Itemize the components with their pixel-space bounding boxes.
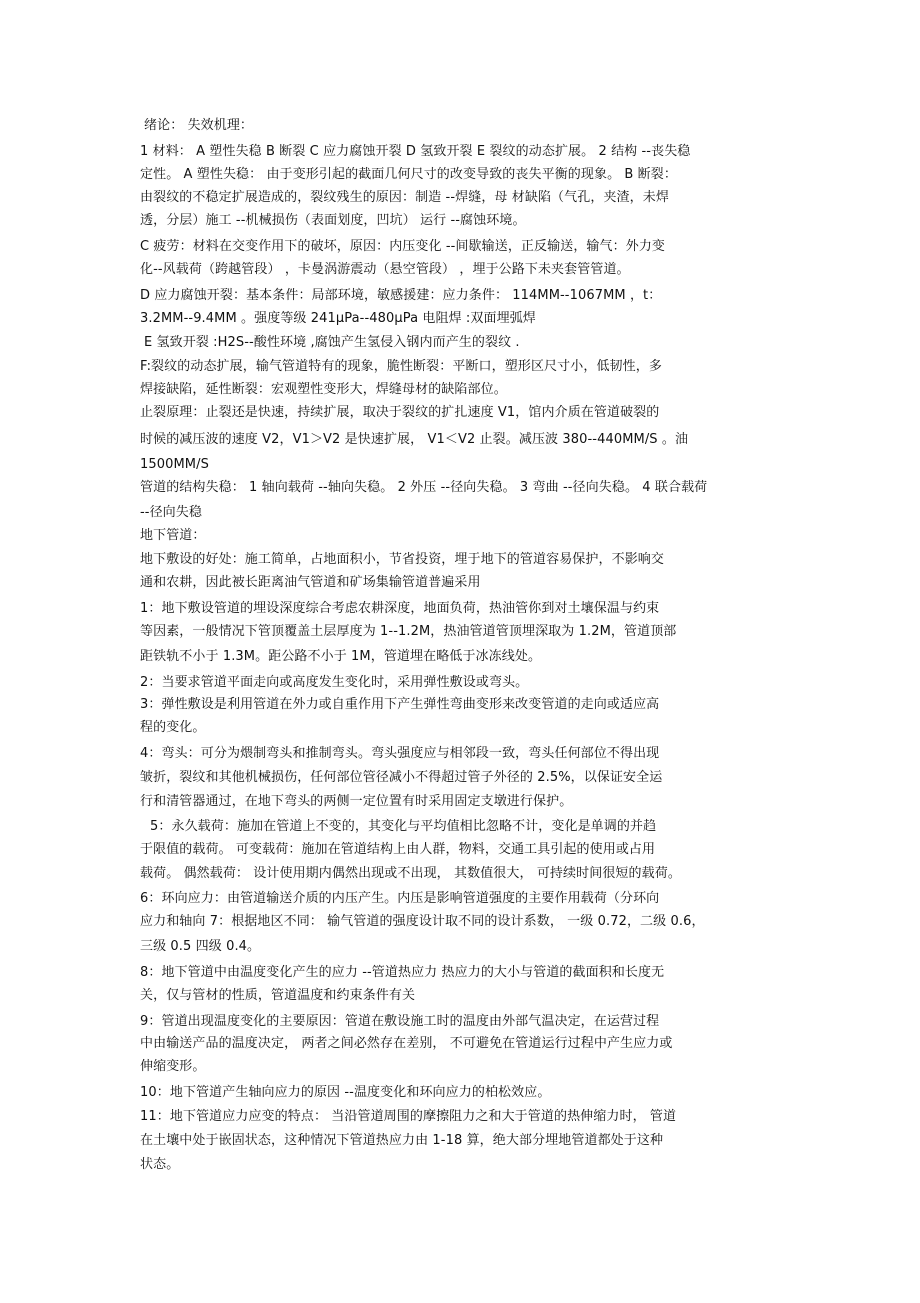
text-line: 化--风载荷（跨越管段） ，卡曼涡游震动（悬空管段） ，埋于公路下未夹套管管道。 — [140, 262, 630, 277]
text-line: 1 材料： A 塑性失稳 B 断裂 C 应力腐蚀开裂 D 氢致开裂 E 裂纹的动态扩展。 2 结构 --丧失稳 — [140, 144, 691, 159]
text-line: 时候的减压波的速度 V2，V1＞V2 是快速扩展， V1＜V2 止裂。减压波 380--440MM/S 。油 — [140, 432, 689, 447]
text-line: 等因素，一般情况下管顶覆盖土层厚度为 1--1.2M，热油管道管顶埋深取为 1.2M，管道顶部 — [140, 624, 677, 639]
text-line: 距铁轨不小于 1.3M。距公路不小于 1M，管道埋在略低于冰冻线处。 — [140, 649, 542, 664]
text-line: 由裂纹的不稳定扩展造成的，裂纹残生的原因：制造 --焊缝，母 材缺陷（气孔，夹渣，未焊 — [140, 190, 669, 205]
text-line: 行和清管器通过，在地下弯头的两侧一定位置有时采用固定支墩进行保护。 — [140, 794, 573, 809]
text-line: 关，仅与管材的性质，管道温度和约束条件有关 — [140, 988, 416, 1003]
text-line: 10：地下管道产生轴向应力的原因 --温度变化和环向应力的柏松效应。 — [140, 1085, 551, 1100]
text-line: 透，分层）施工 --机械损伤（表面划度，凹坑） 运行 --腐蚀环境。 — [140, 213, 526, 228]
text-line: D 应力腐蚀开裂：基本条件：局部环境，敏感援建：应力条件： 114MM--1067MM ，t： — [140, 288, 662, 303]
text-line: 地下敷设的好处：施工简单，占地面积小，节省投资，埋于地下的管道容易保护，不影响交 — [140, 552, 665, 567]
text-line: 载荷。 偶然载荷： 设计使用期内偶然出现或不出现， 其数值很大， 可持续时间很短的载荷。 — [140, 866, 681, 881]
text-line: 定性。 A 塑性失稳： 由于变形引起的截面几何尺寸的改变导致的丧失平衡的现象。 B 断裂： — [140, 167, 677, 182]
text-line: 程的变化。 — [140, 720, 206, 735]
text-line: 焊接缺陷，延性断裂：宏观塑性变形大，焊缝母材的缺陷部位。 — [140, 382, 507, 397]
text-line: 状态。 — [140, 1157, 180, 1172]
text-line: 6：环向应力：由管道输送介质的内压产生。内压是影响管道强度的主要作用载荷（分环向 — [140, 891, 660, 906]
text-line: 3.2MM--9.4MM 。强度等级 241μPa--480μPa 电阻焊 :双面埋弧焊 — [140, 311, 536, 326]
text-line: 11：地下管道应力应变的特点： 当沿管道周围的摩擦阻力之和大于管道的热伸缩力时， 管道 — [140, 1109, 677, 1124]
text-line: 9：管道出现温度变化的主要原因：管道在敷设施工时的温度由外部气温决定，在运营过程 — [140, 1014, 660, 1029]
text-line: 通和农耕，因此被长距离油气管道和矿场集输管道普遍采用 — [140, 575, 481, 590]
text-line: 3：弹性敷设是利用管道在外力或自重作用下产生弹性弯曲变形来改变管道的走向或适应高 — [140, 697, 660, 712]
text-line: 皱折，裂纹和其他机械损伤，任何部位管径减小不得超过管子外径的 2.5%，以保证安全运 — [140, 770, 663, 785]
text-line: 于限值的载荷。 可变载荷：施加在管道结构上由人群，物料，交通工具引起的使用或占用 — [140, 842, 656, 857]
text-line: 应力和轴向 7：根据地区不同： 输气管道的强度设计取不同的设计系数， 一级 0.72，二级 0.6， — [140, 914, 705, 929]
text-line: 1：地下敷设管道的埋设深度综合考虑农耕深度，地面负荷，热油管你到对土壤保温与约束 — [140, 601, 660, 616]
section-heading: 地下管道： — [140, 528, 206, 543]
text-line: 在土壤中处于嵌固状态，这种情况下管道热应力由 1-18 算，绝大部分埋地管道都处于这种 — [140, 1133, 664, 1148]
text-line: 三级 0.5 四级 0.4。 — [140, 939, 261, 954]
section-heading: 绪论： 失效机理： — [144, 118, 254, 133]
text-line: 中由输送产品的温度决定， 两者之间必然存在差别， 不可避免在管道运行过程中产生应力或 — [140, 1036, 673, 1051]
text-line: 管道的结构失稳： 1 轴向载荷 --轴向失稳。 2 外压 --径向失稳。 3 弯曲 --径向失稳。 4 联合载荷 — [140, 480, 708, 495]
text-line: C 疲劳：材料在交变作用下的破坏，原因：内压变化 --间歇输送，正反输送，输气：外力变 — [140, 239, 666, 254]
text-line: 1500MM/S — [140, 457, 209, 472]
text-line: F:裂纹的动态扩展，输气管道特有的现象，脆性断裂：平断口，塑形区尺寸小，低韧性，多 — [140, 359, 662, 374]
text-line: 伸缩变形。 — [140, 1059, 206, 1074]
text-line: --径向失稳 — [140, 505, 202, 520]
text-line: E 氢致开裂 :H2S--酸性环境 ,腐蚀产生氢侵入钢内而产生的裂纹 . — [144, 335, 520, 350]
text-line: 4：弯头：可分为煨制弯头和推制弯头。弯头强度应与相邻段一致，弯头任何部位不得出现 — [140, 746, 660, 761]
text-line: 8：地下管道中由温度变化产生的应力 --管道热应力 热应力的大小与管道的截面积和长度无 — [140, 965, 665, 980]
text-line: 5：永久载荷：施加在管道上不变的，其变化与平均值相比忽略不计，变化是单调的并趋 — [150, 819, 657, 834]
text-line: 2：当要求管道平面走向或高度发生变化时，采用弹性敷设或弯头。 — [140, 675, 529, 690]
text-line: 止裂原理：止裂还是快速，持续扩展，取决于裂纹的扩扎速度 V1，馆内介质在管道破裂的 — [140, 405, 660, 420]
